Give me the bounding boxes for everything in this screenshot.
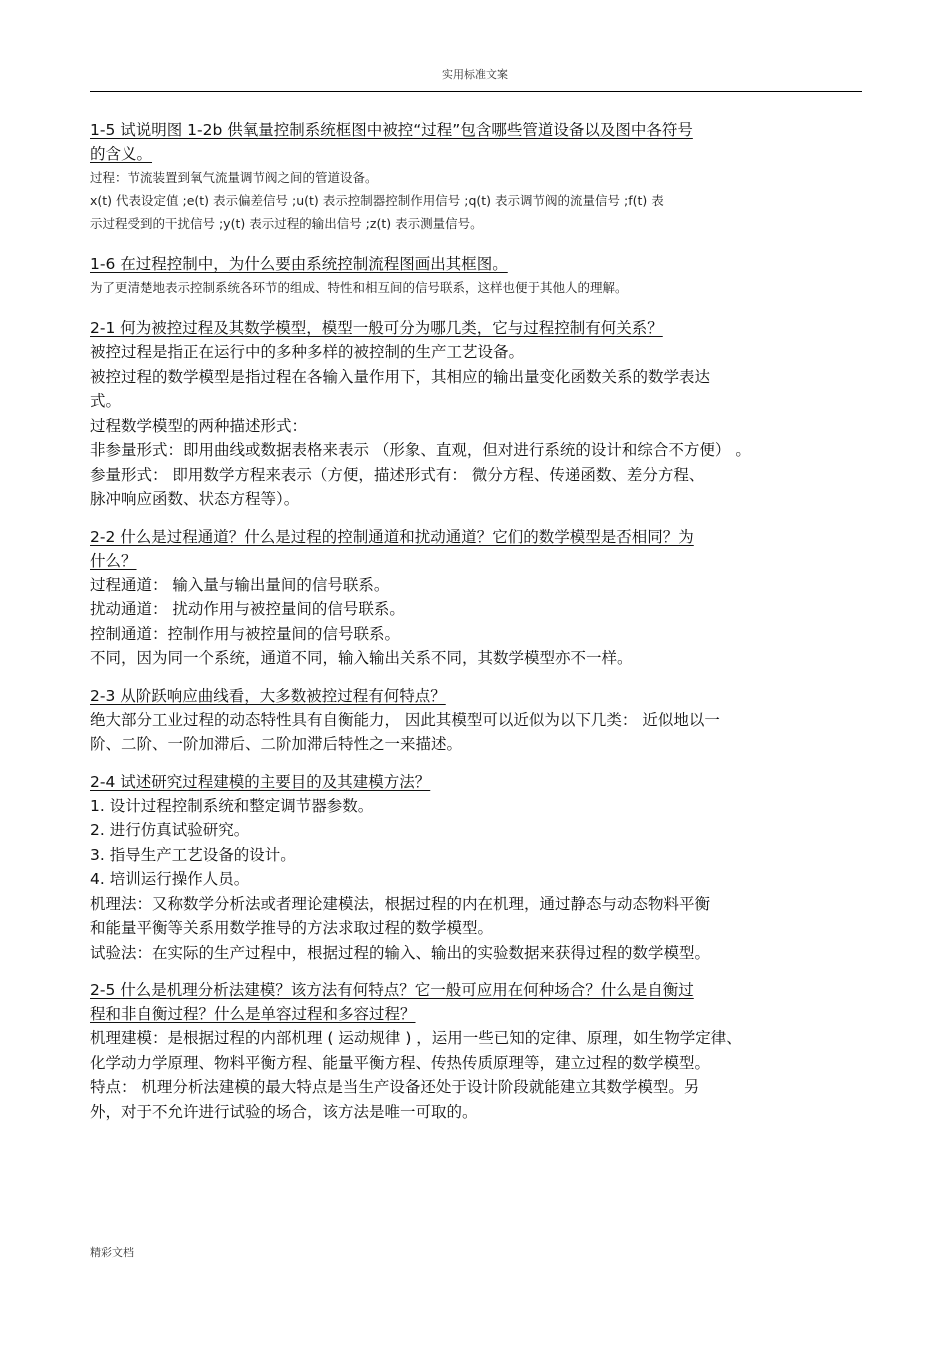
answer-2-4-mechanism-cont: 和能量平衡等关系用数学推导的方法求取过程的数学模型。: [90, 919, 494, 937]
answer-2-1-line-3: 式。: [90, 392, 122, 410]
question-2-3: 2-3 从阶跃响应曲线看，大多数被控过程有何特点？: [90, 686, 446, 705]
answer-2-4-item-3: 3. 指导生产工艺设备的设计。: [90, 845, 296, 864]
question-2-5-cont: 程和非自衡过程？什么是单容过程和多容过程？: [90, 1005, 416, 1023]
answer-1-5-symbols: x(t) 代表设定值 ;e(t) 表示偏差信号 ;u(t) 表示控制器控制作用信号 ;q(t) 表示调节阀的流量信号 ;f(t) 表: [90, 193, 664, 208]
answer-2-1-line-2: 被控过程的数学模型是指过程在各输入量作用下，其相应的输出量变化函数关系的数学表达: [90, 367, 711, 386]
question-1-6: 1-6 在过程控制中，为什么要由系统控制流程图画出其框图。: [90, 255, 508, 273]
answer-2-1-line-5: 非参量形式：即用曲线或数据表格来表示 （形象、直观，但对进行系统的设计和综合不方便） 。: [90, 441, 751, 459]
answer-2-3-line-2: 阶、二阶、一阶加滞后、二阶加滞后特性之一来描述。: [90, 735, 463, 753]
answer-2-2-line-1: 过程通道： 输入量与输出量间的信号联系。: [90, 575, 390, 594]
question-2-2-cont: 什么？: [90, 551, 137, 570]
question-1-5-cont: 的含义。: [90, 145, 153, 163]
answer-1-5-symbols-cont: 示过程受到的干扰信号 ;y(t) 表示过程的输出信号 ;z(t) 表示测量信号。: [90, 216, 483, 231]
answer-2-4-item-1: 1. 设计过程控制系统和整定调节器参数。: [90, 796, 374, 815]
answer-2-3-line-1: 绝大部分工业过程的动态特性具有自衡能力， 因此其模型可以近似为以下几类： 近似地以一: [90, 710, 720, 729]
page-footer: 精彩文档: [90, 1246, 134, 1259]
answer-2-5-line-4: 外，对于不允许进行试验的场合，该方法是唯一可取的。: [90, 1102, 478, 1121]
answer-2-4-experiment: 试验法：在实际的生产过程中，根据过程的输入、输出的实验数据来获得过程的数学模型。: [90, 943, 711, 962]
document-body: [90, 118, 865, 1124]
question-2-4: 2-4 试述研究过程建模的主要目的及其建模方法？: [90, 772, 431, 791]
header-rule: [90, 91, 862, 92]
answer-2-5-line-1: 机理建模：是根据过程的内部机理 ( 运动规律 ) ，运用一些已知的定律、原理，如生物学定律、: [90, 1029, 742, 1047]
page-header: 实用标准文案: [442, 68, 508, 81]
answer-2-5-line-2: 化学动力学原理、物料平衡方程、能量平衡方程、传热传质原理等，建立过程的数学模型。: [90, 1053, 711, 1072]
question-2-1: 2-1 何为被控过程及其数学模型，模型一般可分为哪几类，它与过程控制有何关系？: [90, 319, 663, 337]
answer-2-2-line-4: 不同，因为同一个系统，通道不同，输入输出关系不同，其数学模型亦不一样。: [90, 649, 633, 667]
answer-1-6: 为了更清楚地表示控制系统各环节的组成、特性和相互间的信号联系，这样也便于其他人的理解。: [90, 280, 628, 295]
question-1-5: 1-5 试说明图 1-2b 供氧量控制系统框图中被控“过程”包含哪些管道设备以及图中各符号: [90, 121, 693, 139]
answer-2-4-item-4: 4. 培训运行操作人员。: [90, 870, 250, 888]
answer-2-4-mechanism: 机理法：又称数学分析法或者理论建模法，根据过程的内在机理，通过静态与动态物料平衡: [90, 894, 711, 913]
answer-2-1-line-1: 被控过程是指正在运行中的多种多样的被控制的生产工艺设备。: [90, 343, 525, 361]
question-2-5: 2-5 什么是机理分析法建模？该方法有何特点？它一般可应用在何种场合？什么是自衡过: [90, 981, 694, 999]
answer-2-1-line-4: 过程数学模型的两种描述形式：: [90, 416, 308, 435]
answer-2-2-line-3: 控制通道：控制作用与被控量间的信号联系。: [90, 624, 401, 643]
question-2-2: 2-2 什么是过程通道？什么是过程的控制通道和扰动通道？它们的数学模型是否相同？为: [90, 527, 694, 546]
answer-2-1-line-6: 参量形式： 即用数学方程来表示（方便，描述形式有： 微分方程、传递函数、差分方程、: [90, 465, 705, 484]
answer-2-4-item-2: 2. 进行仿真试验研究。: [90, 821, 250, 839]
answer-2-2-line-2: 扰动通道： 扰动作用与被控量间的信号联系。: [90, 600, 405, 618]
answer-2-1-line-7: 脉冲响应函数、状态方程等）。: [90, 490, 300, 508]
answer-1-5-process: 过程：节流装置到氧气流量调节阀之间的管道设备。: [90, 170, 378, 185]
answer-2-5-line-3: 特点： 机理分析法建模的最大特点是当生产设备还处于设计阶段就能建立其数学模型。另: [90, 1078, 700, 1096]
